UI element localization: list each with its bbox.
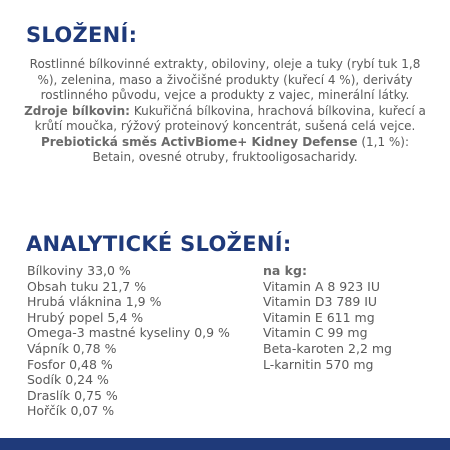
bottom-accent-bar xyxy=(0,438,450,450)
nutrient-item: Hořčík 0,07 % xyxy=(27,403,115,419)
nutrient-item: Omega-3 mastné kyseliny 0,9 % xyxy=(27,325,230,341)
nutrient-item: Fosfor 0,48 % xyxy=(27,356,113,372)
prebiotic-blend-paragraph xyxy=(18,135,432,166)
vitamin-item: L-karnitin 570 mg xyxy=(263,356,374,372)
prebiotic-blend-amount: (1,1 %): xyxy=(361,134,410,149)
vitamin-item: Beta-karoten 2,2 mg xyxy=(263,340,392,356)
analytic-nutrients-list xyxy=(27,263,230,419)
protein-sources-text: Kukuřičná bílkovina, hrachová bílkovina, kuřecí a krůtí moučka, rýžový proteinový koncentrát, sušená celá vejce. xyxy=(34,103,426,133)
vitamin-item: Vitamin D3 789 IU xyxy=(263,294,378,310)
prebiotic-blend-text: Betain, ovesné otruby, fruktooligosacharidy. xyxy=(92,150,358,164)
analytic-composition-heading: ANALYTICKÉ SLOŽENÍ: xyxy=(26,232,292,256)
per-kg-heading: na kg: xyxy=(263,263,307,278)
protein-sources-label: Zdroje bílkovin: xyxy=(24,103,130,118)
vitamin-item: Vitamin A 8 923 IU xyxy=(263,278,380,294)
vitamin-item: Vitamin C 99 mg xyxy=(263,325,368,341)
prebiotic-blend-label: Prebiotická směs ActivBiome+ Kidney Defense xyxy=(40,134,358,149)
protein-sources-paragraph xyxy=(18,104,432,135)
vitamins-per-kg-list xyxy=(263,263,392,372)
nutrient-item: Vápník 0,78 % xyxy=(27,340,117,356)
nutrient-item: Sodík 0,24 % xyxy=(27,372,109,388)
nutrient-item: Draslík 0,75 % xyxy=(27,387,118,403)
nutrient-item: Bílkoviny 33,0 % xyxy=(27,263,131,278)
composition-text-block xyxy=(18,57,432,166)
nutrient-item: Hrubý popel 5,4 % xyxy=(27,309,144,325)
ingredients-text: Rostlinné bílkovinné extrakty, obiloviny, oleje a tuky (rybí tuk 1,8 %), zelenina, maso a živočišné produkty (kuřecí 4 %), deriváty rostlinného původu, vejce a produkty z vajec, minerální látky. xyxy=(29,57,421,102)
vitamin-item: Vitamin E 611 mg xyxy=(263,309,375,325)
nutrient-item: Obsah tuku 21,7 % xyxy=(27,278,147,294)
composition-heading: SLOŽENÍ: xyxy=(26,23,138,47)
nutrient-item: Hrubá vláknina 1,9 % xyxy=(27,294,162,310)
